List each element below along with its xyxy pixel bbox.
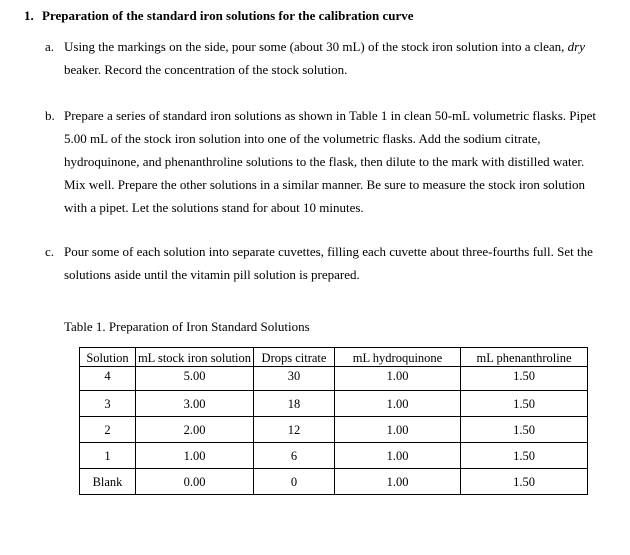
cell-drops-citrate: 6 (254, 443, 335, 469)
table-row (80, 417, 588, 443)
table-row (80, 443, 588, 469)
table-header-row (80, 348, 588, 367)
cell-hydroquinone: 1.00 (335, 367, 461, 391)
step-c (45, 240, 605, 286)
cell-stock-iron: 3.00 (136, 391, 254, 417)
cell-hydroquinone: 1.00 (335, 443, 461, 469)
step-text: Prepare a series of standard iron solutions as shown in Table 1 in clean 50-mL volumetric flasks. Pipet 5.00 mL of the stock iron solution into one of the volumetric flasks. Add the sodium citrate, hydroquinone, and phenanthroline solutions to the flask, then dilute to the mark with distilled water. Mix well. Prepare the other solutions in a similar manner. Be sure to measure the stock iron solution with a pipet. Let the solutions stand for about 10 minutes. (64, 108, 596, 215)
step-letter: b. (45, 108, 55, 123)
table-row (80, 367, 588, 391)
cell-drops-citrate: 18 (254, 391, 335, 417)
step-b (45, 104, 605, 219)
cell-solution: 2 (80, 417, 136, 443)
cell-stock-iron: 1.00 (136, 443, 254, 469)
section-number: 1. (24, 8, 34, 23)
cell-drops-citrate: 0 (254, 469, 335, 495)
cell-solution: 3 (80, 391, 136, 417)
section-title: Preparation of the standard iron solutions for the calibration curve (42, 8, 414, 23)
step-text: Using the markings on the side, pour some (about 30 mL) of the stock iron solution into a clean, dry beaker. Record the concentration of the stock solution. (64, 39, 586, 77)
cell-solution: 4 (80, 367, 136, 391)
section-heading (24, 8, 414, 24)
table-row (80, 469, 588, 495)
header-stock-iron: mL stock iron solution (136, 348, 254, 367)
cell-stock-iron: 5.00 (136, 367, 254, 391)
cell-phenanthroline: 1.50 (461, 417, 588, 443)
table-caption: Table 1. Preparation of Iron Standard Solutions (64, 319, 310, 334)
cell-phenanthroline: 1.50 (461, 391, 588, 417)
cell-phenanthroline: 1.50 (461, 443, 588, 469)
cell-phenanthroline: 1.50 (461, 469, 588, 495)
iron-standards-table (79, 347, 588, 495)
cell-solution: Blank (80, 469, 136, 495)
cell-stock-iron: 2.00 (136, 417, 254, 443)
step-letter: c. (45, 244, 55, 259)
cell-solution: 1 (80, 443, 136, 469)
header-phenanthroline: mL phenanthroline (461, 348, 588, 367)
cell-drops-citrate: 30 (254, 367, 335, 391)
table-row (80, 391, 588, 417)
header-solution: Solution (80, 348, 136, 367)
header-hydroquinone: mL hydroquinone (335, 348, 461, 367)
cell-hydroquinone: 1.00 (335, 469, 461, 495)
header-drops-citrate: Drops citrate (254, 348, 335, 367)
cell-hydroquinone: 1.00 (335, 417, 461, 443)
cell-drops-citrate: 12 (254, 417, 335, 443)
step-a (45, 35, 605, 81)
step-text: Pour some of each solution into separate cuvettes, filling each cuvette about three-fourths full. Set the solutions aside until the vitamin pill solution is prepared. (64, 244, 593, 282)
step-letter: a. (45, 39, 55, 54)
emphasis-dry: dry (567, 39, 586, 54)
cell-phenanthroline: 1.50 (461, 367, 588, 391)
cell-stock-iron: 0.00 (136, 469, 254, 495)
cell-hydroquinone: 1.00 (335, 391, 461, 417)
